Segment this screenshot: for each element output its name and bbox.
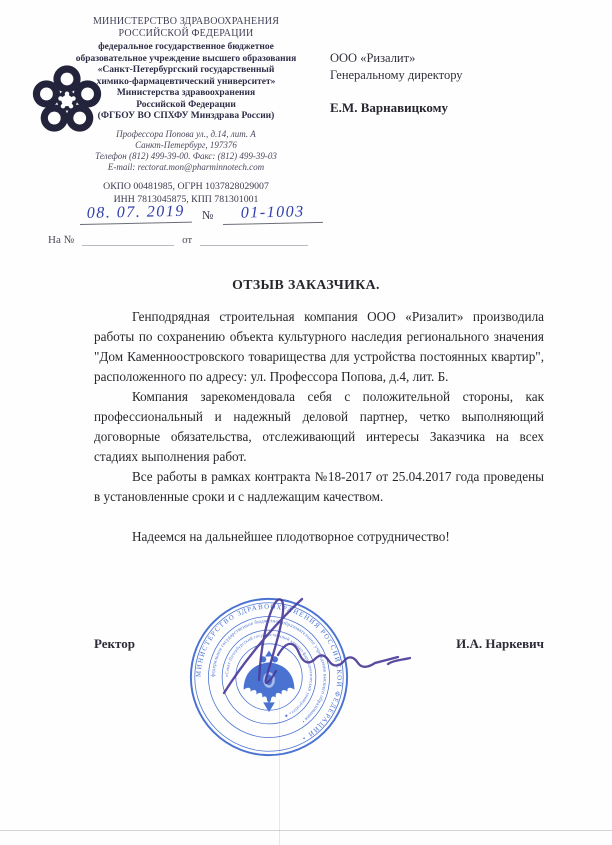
handwritten-number: 01-1003	[223, 203, 323, 225]
handwritten-date: 08. 07. 2019	[80, 203, 192, 225]
org-line: федеральное государственное бюджетное	[98, 42, 274, 52]
org-line: Российской Федерации	[136, 99, 236, 110]
letter-body	[94, 307, 544, 547]
paragraph: Компания зарекомендовала себя с положительной стороны, как профессиональный и надежный деловой партнер, четко выполняющий договорные обязательства, отслеживающий интересы Заказчика на всех стадиях выполнения работ.	[94, 389, 544, 464]
ministry-line: МИНИСТЕРСТВО ЗДРАВООХРАНЕНИЯ	[92, 16, 280, 27]
signer-position: Ректор	[94, 636, 135, 651]
org-line: образовательное учреждение высшего образования	[75, 53, 297, 64]
scan-edge-line	[0, 830, 612, 831]
registration-codes	[42, 180, 330, 206]
paragraph: Генподрядная строительная компания ООО «Ризалит» производила работы по сохранению объекта культурного наследия регионального значения "Дом Каменноостровского товарищества для устройства постоянных квартир", расположенного по адресу: ул. Профессора Попова, д.4, лит. Б.	[94, 309, 544, 384]
email-line: E-mail: rectorat.mon@pharminnotech.com	[107, 161, 265, 172]
contact-info	[42, 129, 330, 173]
codes-line: ОКПО 00481985, ОГРН 1037828029007	[103, 180, 269, 192]
address-line: Санкт-Петербург, 197376	[135, 139, 237, 150]
ref-ot-label: от	[182, 234, 193, 246]
org-line: химико-фармацевтический университет»	[96, 76, 276, 87]
codes-line: ИНН 7813045875, КПП 781301001	[113, 193, 259, 205]
org-line: Министерства здравоохранения	[116, 88, 256, 98]
letterhead	[42, 16, 330, 206]
addressee-company: ООО «Ризалит»	[330, 51, 416, 65]
phone-fax-line: Телефон (812) 499-39-00. Факс: (812) 499-39-03	[95, 150, 277, 161]
number-sign: №	[202, 208, 214, 222]
seal-outer-text: МИНИСТЕРСТВО ЗДРАВООХРАНЕНИЯ РОССИЙСКОЙ ФЕДЕРАЦИИ •	[195, 603, 343, 742]
paragraph: Все работы в рамках контракта №18-2017 от 25.04.2017 года проведены в установленные сроки и с надлежащим качеством.	[94, 469, 544, 504]
organization-name	[42, 42, 330, 123]
ministry-name	[42, 16, 330, 39]
seal-middle-text: федеральное государственное бюджетное образовательное учреждение высшего образования •	[210, 618, 328, 725]
seal-inner-text: «Санкт-Петербургский государственный химико-фармацевтический университет» ★	[223, 631, 315, 719]
org-line: (ФГБОУ ВО СПХФУ Минздрава России)	[97, 111, 275, 121]
handwritten-signature	[202, 583, 417, 698]
addressee-name: Е.М. Варнавицкому	[330, 100, 449, 115]
date-number-row	[80, 202, 323, 225]
ref-number-blank	[82, 233, 174, 246]
address-line: Профессора Попова ул., д.14, лит. А	[116, 128, 256, 139]
org-line: «Санкт-Петербургский государственный	[97, 65, 275, 75]
reference-row	[48, 233, 308, 246]
addressee-block	[330, 50, 575, 116]
addressee-position: Генеральному директору	[330, 68, 463, 82]
ministry-line: РОССИЙСКОЙ ФЕДЕРАЦИИ	[118, 27, 254, 39]
document-title: ОТЗЫВ ЗАКАЗЧИКА.	[232, 277, 380, 292]
signer-name: И.А. Наркевич	[456, 636, 544, 651]
ref-prefix-label: На №	[48, 234, 75, 246]
ref-date-blank	[200, 233, 308, 246]
closing-line: Надеемся на дальнейшее плодотворное сотрудничество!	[132, 529, 450, 544]
